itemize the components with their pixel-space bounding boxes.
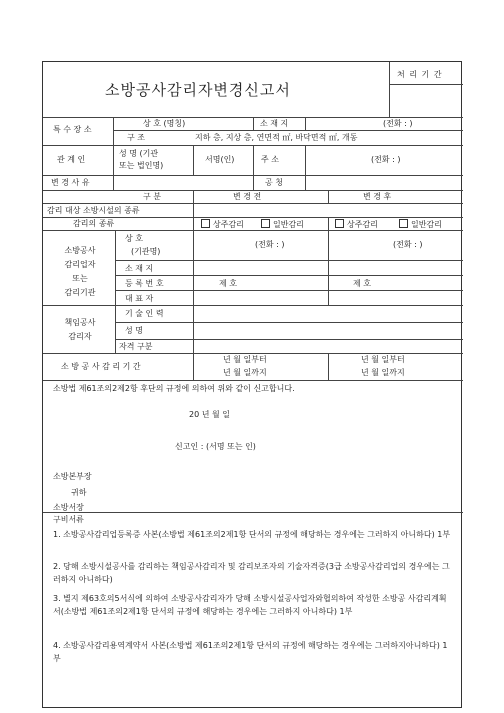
supervisor-name-label-1: 상 호 [125,234,143,243]
structure-label: 구 조 [127,133,145,142]
period-from-before: 년 월 일부터 [223,355,267,364]
recipient-1: 소방본부장 [53,472,92,481]
reg-no-before: 제 호 [219,279,237,288]
reg-no-after: 제 호 [353,279,371,288]
recipient-2: 귀하 [71,488,87,497]
attachment-item-4: 4. 소방공사감리용역계약서 사본(소방법 제61조의2제1항 단서의 규정에 해당하는 경우에는 그러하지아니하다) 1부 [53,641,448,663]
before-resident-option[interactable]: 상주감리 [201,219,244,230]
after-general-option[interactable]: 일반감리 [399,219,442,230]
attachments-title: 구비서류 [53,515,84,524]
after-resident-option[interactable]: 상주감리 [335,219,378,230]
processing-period-label: 처 리 기 간 [397,70,443,79]
supervisor-label-3: 또는 [72,274,88,283]
reg-no-label: 등 록 번 호 [125,279,164,288]
related-name-label-1: 성 명 (기관 [119,149,159,158]
supervisor-name-label-2: (기관명) [131,247,161,256]
tech-staff-label: 기 술 인 력 [125,309,164,318]
related-address-label: 주 소 [261,155,279,164]
period-label: 소 방 공 사 감 리 기 간 [61,362,141,371]
supervisor-phone-after: (전화 : ) [393,240,423,249]
form-page [42,61,462,708]
attachment-item-1: 1. 소방공사감리업등록증 사본(소방법 제61조의2제1항 단서의 규정에 해당하는 경우에는 그러하지 아니하다) 1부 [53,530,451,539]
rep-label: 대 표 자 [125,294,154,303]
supervisor-label-1: 소방공사 [64,246,96,255]
special-place-label: 특 수 장 소 [53,125,92,134]
facility-types-label: 감리 대상 소방시설의 종류 [47,206,140,215]
place-name-label: 상 호 (명칭) [143,119,186,128]
signature-label: 서명(인) [205,155,235,164]
form-title: 소방공사감리자변경신고서 [105,81,291,99]
supervision-type-label: 감리의 종류 [73,219,115,228]
supervisor-phone-before: (전화 : ) [255,240,285,249]
responsible-name-label: 성 명 [125,326,143,335]
declaration-text: 소방법 제61조의2제2항 후단의 규정에 의하여 위와 같이 신고합니다. [53,384,295,393]
supervisor-label-4: 감리기관 [64,288,96,297]
supervisor-label-2: 감리업자 [64,260,96,269]
attachment-item-3: 3. 별지 제63호의5서식에 의하여 소방공사감리자가 당해 소방시설공사업자와협의하여 작성한 소방공 사감리계획서(소방법 제61조의2제1항 단서의 규정에 해당하는 경우에는 그러하지 아니하다) 1부 [53,594,447,616]
related-name-label-2: 또는 법인명) [119,161,164,170]
before-header: 변 경 전 [233,192,262,201]
after-header: 변 경 후 [363,192,392,201]
date-line: 20 년 월 일 [189,410,230,419]
before-general-option[interactable]: 일반감리 [261,219,304,230]
checkbox-icon [335,219,344,228]
recipient-3: 소방서장 [53,503,84,512]
period-to-after: 년 월 일까지 [361,368,405,377]
applicant-line: 신고인 : (서명 또는 인) [175,442,256,451]
attachment-item-2: 2. 당해 소방시설공사를 감리하는 책임공사감리자 및 감리보조자의 기술자격증(3급 소방공사감리업의 경우에는 그러하지 아니하다) [53,562,450,584]
place-address-label: 소 재 지 [260,119,289,128]
related-phone: (전화 : ) [371,155,401,164]
checkbox-icon [261,219,270,228]
checkbox-icon [399,219,408,228]
checkbox-icon [201,219,210,228]
responsible-label-2: 감리자 [68,332,92,341]
responsible-label-1: 책임공사 [64,318,96,327]
structure-value: 지하 층, 지상 층, 연면적 ㎡, 바닥면적 ㎡, 개동 [195,133,358,142]
period-to-before: 년 월 일까지 [223,368,267,377]
section-header: 구 분 [143,192,161,201]
supervisor-address-label: 소 재 지 [125,264,154,273]
place-phone: (전화 : ) [383,119,413,128]
grade-label: 자격 구분 [119,342,153,351]
period-from-after: 년 월 일부터 [361,355,405,364]
change-reason-label: 변 경 사 유 [51,178,90,187]
related-party-label: 관 계 인 [57,155,86,164]
attendance-label: 공 청 [265,178,283,187]
